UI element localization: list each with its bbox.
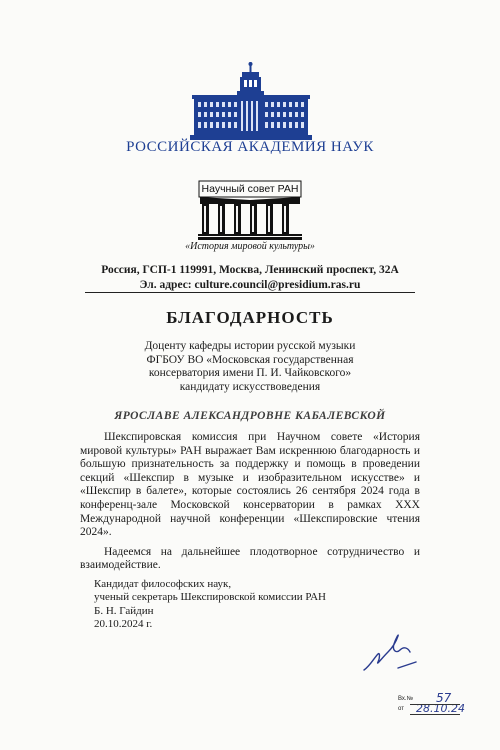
stamp-line [410,704,460,705]
council-name: Научный совет РАН [201,183,299,195]
document-title: БЛАГОДАРНОСТЬ [166,308,334,327]
address-block [0,263,500,293]
addressee-line: ФГБОУ ВО «Московская государственная [146,353,354,366]
header-divider [85,292,415,293]
addressee-block [0,340,500,394]
addressee-line: консерватория имени П. И. Чайковского» [148,367,352,380]
signer-degree: Кандидат философских наук, [94,578,232,590]
incoming-registration-stamp [396,691,465,720]
stamp-date: 28.10.24 [416,702,465,715]
body-paragraph: Надеемся на дальнейшее плодотворное сотрудничество и взаимодействие. [80,545,420,572]
ras-building-logo [190,62,312,140]
recipient-name: ЯРОСЛАВЕ АЛЕКСАНДРОВНЕ КАБАЛЕВСКОЙ [114,410,386,422]
stamp-number: 57 [436,691,452,705]
addressee-line: кандидату искусствоведения [179,380,321,393]
stamp-date-label: от [398,706,404,712]
signer-position: ученый секретарь Шекспировской комиссии РАН [94,591,326,604]
signer-name: Б. Н. Гайдин [94,604,154,617]
council-subtitle: «История мировой культуры» [185,241,315,252]
stamp-line [410,714,460,715]
postal-address: Россия, ГСП-1 119991, Москва, Ленинский проспект, 32А [101,264,399,276]
handwritten-signature [360,628,420,676]
stamp-number-label: Вх.№ [398,696,414,702]
letter-body [80,431,420,579]
email-address: Эл. адрес: culture.council@presidium.ras.ru [139,279,361,291]
signature-date: 20.10.2024 г. [94,618,153,631]
academy-name: РОССИЙСКАЯ АКАДЕМИЯ НАУК [126,139,374,155]
addressee-line: Доценту кафедры истории русской музыки [144,340,356,352]
signature-block [94,578,326,632]
body-paragraph: Шекспировская комиссия при Научном совете «История мировой культуры» РАН выражает Вам искреннюю благодарность и большую признательность за поддержку и помощь в проведении секций «Шекспир в музыке и изобразительном искусстве» и «Шекспир в балете», которые состоялись 26 сентября 2024 года в конференц-зале Московской консерватории в рамках XXX Международной научной конференции «Шекспировские чтения 2024». [80,431,420,539]
